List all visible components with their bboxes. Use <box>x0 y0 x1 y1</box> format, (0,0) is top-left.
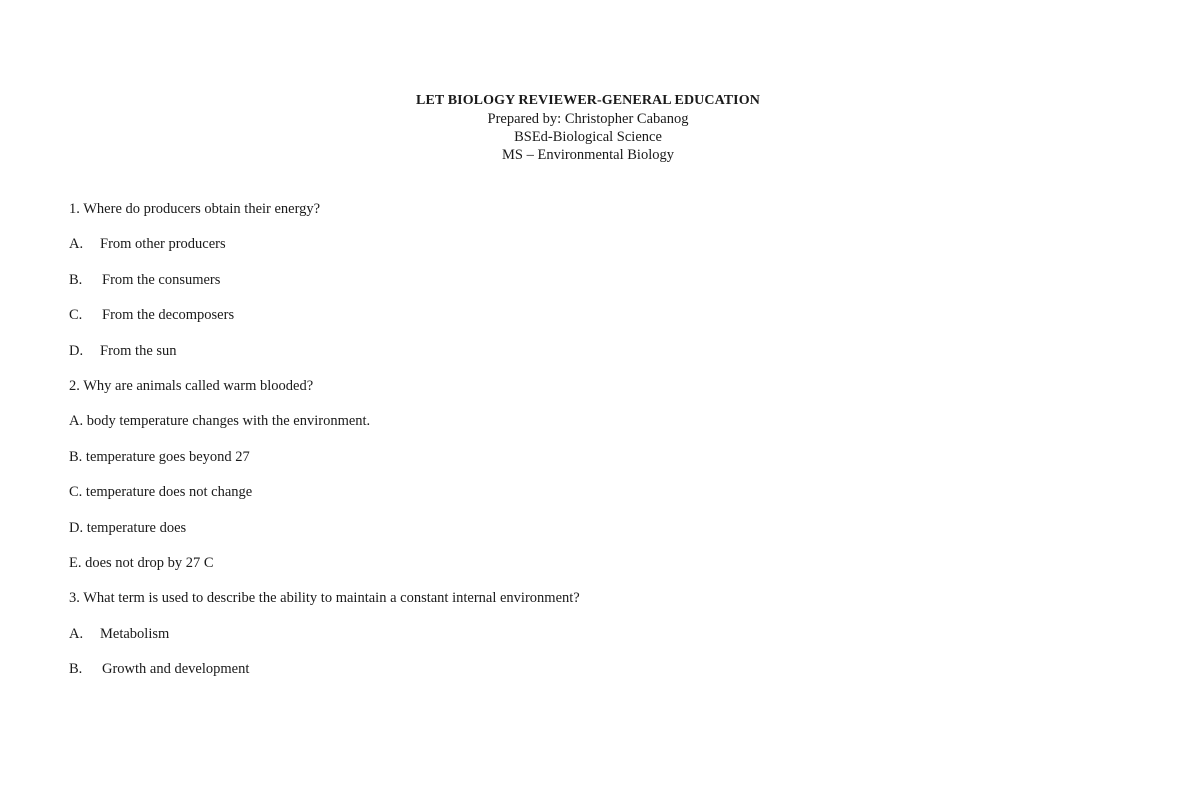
choice-text: From the sun <box>100 342 177 359</box>
choice-text: From the consumers <box>102 271 221 288</box>
choice-text: Growth and development <box>102 661 250 678</box>
choice-text: From other producers <box>100 236 226 253</box>
prepared-by: Prepared by: Christopher Cabanog <box>487 111 689 127</box>
question-1-choice-b <box>69 270 1129 305</box>
question-1-choice-d <box>69 341 1129 376</box>
question-3: 3. What term is used to describe the ability to maintain a constant internal environment? <box>69 590 580 607</box>
choice-text: Metabolism <box>100 625 170 642</box>
question-3-choice-b <box>69 659 1129 694</box>
question-1-choice-c <box>69 305 1129 340</box>
choice-text: From the decomposers <box>102 307 235 324</box>
degree-line: BSEd-Biological Science <box>514 129 662 145</box>
choice-letter: B. <box>69 271 83 288</box>
question-3-choice-a <box>69 624 1129 659</box>
question-2-choice-a: A. body temperature changes with the environment. <box>69 413 371 430</box>
question-list <box>69 199 1129 694</box>
masters-line: MS – Environmental Biology <box>502 147 674 163</box>
choice-letter: A. <box>69 625 84 642</box>
choice-letter: C. <box>69 307 83 324</box>
document-title: LET BIOLOGY REVIEWER-GENERAL EDUCATION <box>416 93 760 108</box>
question-2-choice-d: D. temperature does <box>69 519 187 536</box>
question-2-choice-e: E. does not drop by 27 C <box>69 554 214 571</box>
document-header <box>0 92 1176 164</box>
question-1: 1. Where do producers obtain their energy? <box>69 201 321 217</box>
question-2-choice-c: C. temperature does not change <box>69 484 253 501</box>
choice-letter: B. <box>69 661 83 678</box>
question-2: 2. Why are animals called warm blooded? <box>69 377 314 394</box>
choice-letter: D. <box>69 342 84 359</box>
question-2-choice-b: B. temperature goes beyond 27 <box>69 448 250 465</box>
question-1-choice-a <box>69 234 1129 269</box>
choice-letter: A. <box>69 236 84 253</box>
